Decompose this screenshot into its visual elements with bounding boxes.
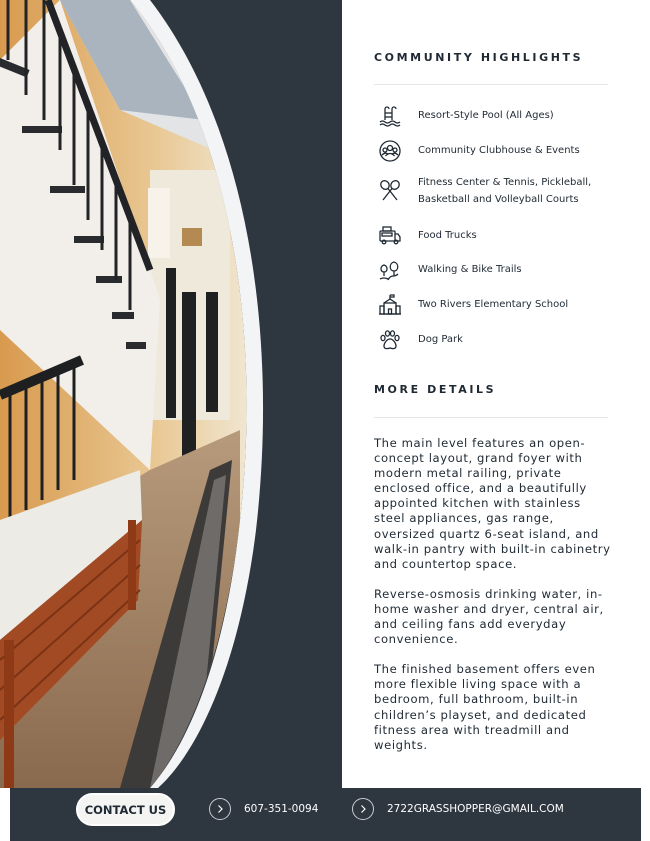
contact-us-button[interactable]: CONTACT US <box>76 793 175 826</box>
school-icon <box>378 293 402 317</box>
highlight-label: Two Rivers Elementary School <box>418 299 569 310</box>
highlight-label: Walking & Bike Trails <box>418 264 522 275</box>
highlight-label: Dog Park <box>418 334 463 345</box>
staircase-hallway-photo <box>0 0 342 788</box>
trail-trees-icon <box>378 258 402 282</box>
highlight-item-dog-park <box>374 328 624 352</box>
highlight-item-school <box>374 293 624 317</box>
details-paragraph: Reverse-osmosis drinking water, in-home washer and dryer, central air, and ceiling fans add everyday convenience. <box>374 586 604 647</box>
food-truck-icon <box>378 224 402 248</box>
highlight-item-fitness <box>374 174 624 208</box>
more-details-title: MORE DETAILS <box>374 383 497 396</box>
highlight-item-trails <box>374 258 624 282</box>
highlight-label: Resort-Style Pool (All Ages) <box>418 110 554 121</box>
highlight-label: Community Clubhouse & Events <box>418 145 580 156</box>
details-paragraph: The finished basement offers even more flexible living space with a bedroom, full bathroom, built-in children’s playset, and dedicated fitness area with treadmill and weights. <box>374 662 596 752</box>
pool-icon <box>378 104 402 128</box>
highlight-label: Food Trucks <box>418 230 477 241</box>
chevron-right-icon <box>209 798 231 820</box>
photo-panel <box>0 0 342 788</box>
phone-number: 607-351-0094 <box>244 803 319 815</box>
footer-bar <box>10 788 641 841</box>
highlight-item-clubhouse <box>374 139 624 163</box>
highlight-item-pool <box>374 104 624 128</box>
details-body <box>374 436 614 768</box>
phone-link[interactable] <box>209 798 318 820</box>
highlight-item-food-trucks <box>374 224 624 248</box>
details-paragraph: The main level features an open-concept layout, grand foyer with modern metal railing, private enclosed office, and a beautifully appointed kitchen with stainless steel appliances, gas range, oversized quartz 6-seat island, and walk-in pantry with built-in cabinetry and countertop space. <box>374 436 611 571</box>
chevron-right-icon <box>352 798 374 820</box>
tennis-rackets-icon <box>378 179 402 203</box>
clubhouse-icon <box>378 139 402 163</box>
email-link[interactable] <box>352 798 564 820</box>
highlights-divider <box>374 84 608 85</box>
paw-icon <box>378 328 402 352</box>
details-divider <box>374 417 608 418</box>
community-highlights-title: COMMUNITY HIGHLIGHTS <box>374 51 584 64</box>
email-address: 2722GRASSHOPPER@GMAIL.COM <box>387 803 564 815</box>
highlight-label: Fitness Center & Tennis, Pickleball, Basketball and Volleyball Courts <box>418 177 592 205</box>
content-column <box>342 0 650 788</box>
